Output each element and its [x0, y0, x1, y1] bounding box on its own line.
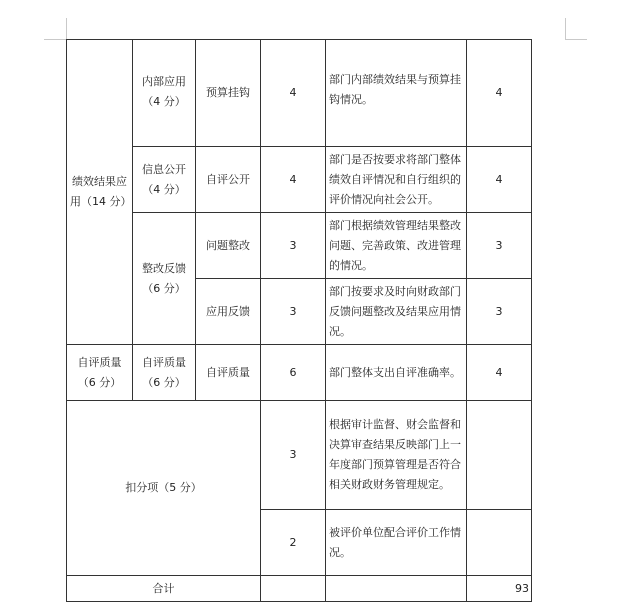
category-self-eval-quality: 自评质量 （6 分） [67, 345, 133, 401]
page-corner-mark-right-v [565, 18, 566, 39]
item-description: 被评价单位配合评价工作情况。 [326, 510, 467, 576]
item-description: 部门整体支出自评准确率。 [326, 345, 467, 401]
item-score: 4 [467, 147, 532, 213]
page-corner-mark-left-v [66, 18, 67, 39]
item-description: 根据审计监督、财会监督和决算审查结果反映部门上一年度部门预算管理是否符合相关财政财务管理规定。 [326, 401, 467, 510]
item-score: 4 [467, 40, 532, 147]
item-weight: 3 [261, 279, 326, 345]
subcategory-internal-use: 内部应用 （4 分） [133, 40, 196, 147]
category-deduction: 扣分项（5 分） [67, 401, 261, 576]
table-row [67, 345, 532, 401]
table-row [67, 401, 532, 510]
subcategory-info-disclosure: 信息公开 （4 分） [133, 147, 196, 213]
table-row [67, 40, 532, 147]
item-name: 预算挂钩 [196, 40, 261, 147]
item-description: 部门是否按要求将部门整体绩效自评情况和自行组织的评价情况向社会公开。 [326, 147, 467, 213]
subcategory-self-eval-quality: 自评质量 （6 分） [133, 345, 196, 401]
item-name: 问题整改 [196, 213, 261, 279]
item-description: 部门按要求及时向财政部门反馈问题整改及结果应用情况。 [326, 279, 467, 345]
item-score [467, 401, 532, 510]
item-weight: 3 [261, 213, 326, 279]
item-name: 自评公开 [196, 147, 261, 213]
item-weight: 6 [261, 345, 326, 401]
table-row [67, 213, 532, 279]
item-description: 部门内部绩效结果与预算挂钩情况。 [326, 40, 467, 147]
total-empty-cell [261, 576, 326, 602]
table-row-total [67, 576, 532, 602]
page-corner-mark-left-h [44, 39, 66, 40]
total-score: 93 [467, 576, 532, 602]
total-empty-cell [326, 576, 467, 602]
page-corner-mark-right-h [565, 39, 587, 40]
category-performance-result-use: 绩效结果应 用（14 分） [67, 40, 133, 345]
item-name: 应用反馈 [196, 279, 261, 345]
item-name: 自评质量 [196, 345, 261, 401]
item-weight: 3 [261, 401, 326, 510]
subcategory-rectification-feedback: 整改反馈 （6 分） [133, 213, 196, 345]
item-score: 3 [467, 213, 532, 279]
item-description: 部门根据绩效管理结果整改问题、完善政策、改进管理的情况。 [326, 213, 467, 279]
table-row [67, 147, 532, 213]
item-weight: 4 [261, 40, 326, 147]
item-score: 4 [467, 345, 532, 401]
item-score [467, 510, 532, 576]
evaluation-table [66, 39, 532, 602]
item-weight: 4 [261, 147, 326, 213]
total-label: 合计 [67, 576, 261, 602]
item-score: 3 [467, 279, 532, 345]
item-weight: 2 [261, 510, 326, 576]
